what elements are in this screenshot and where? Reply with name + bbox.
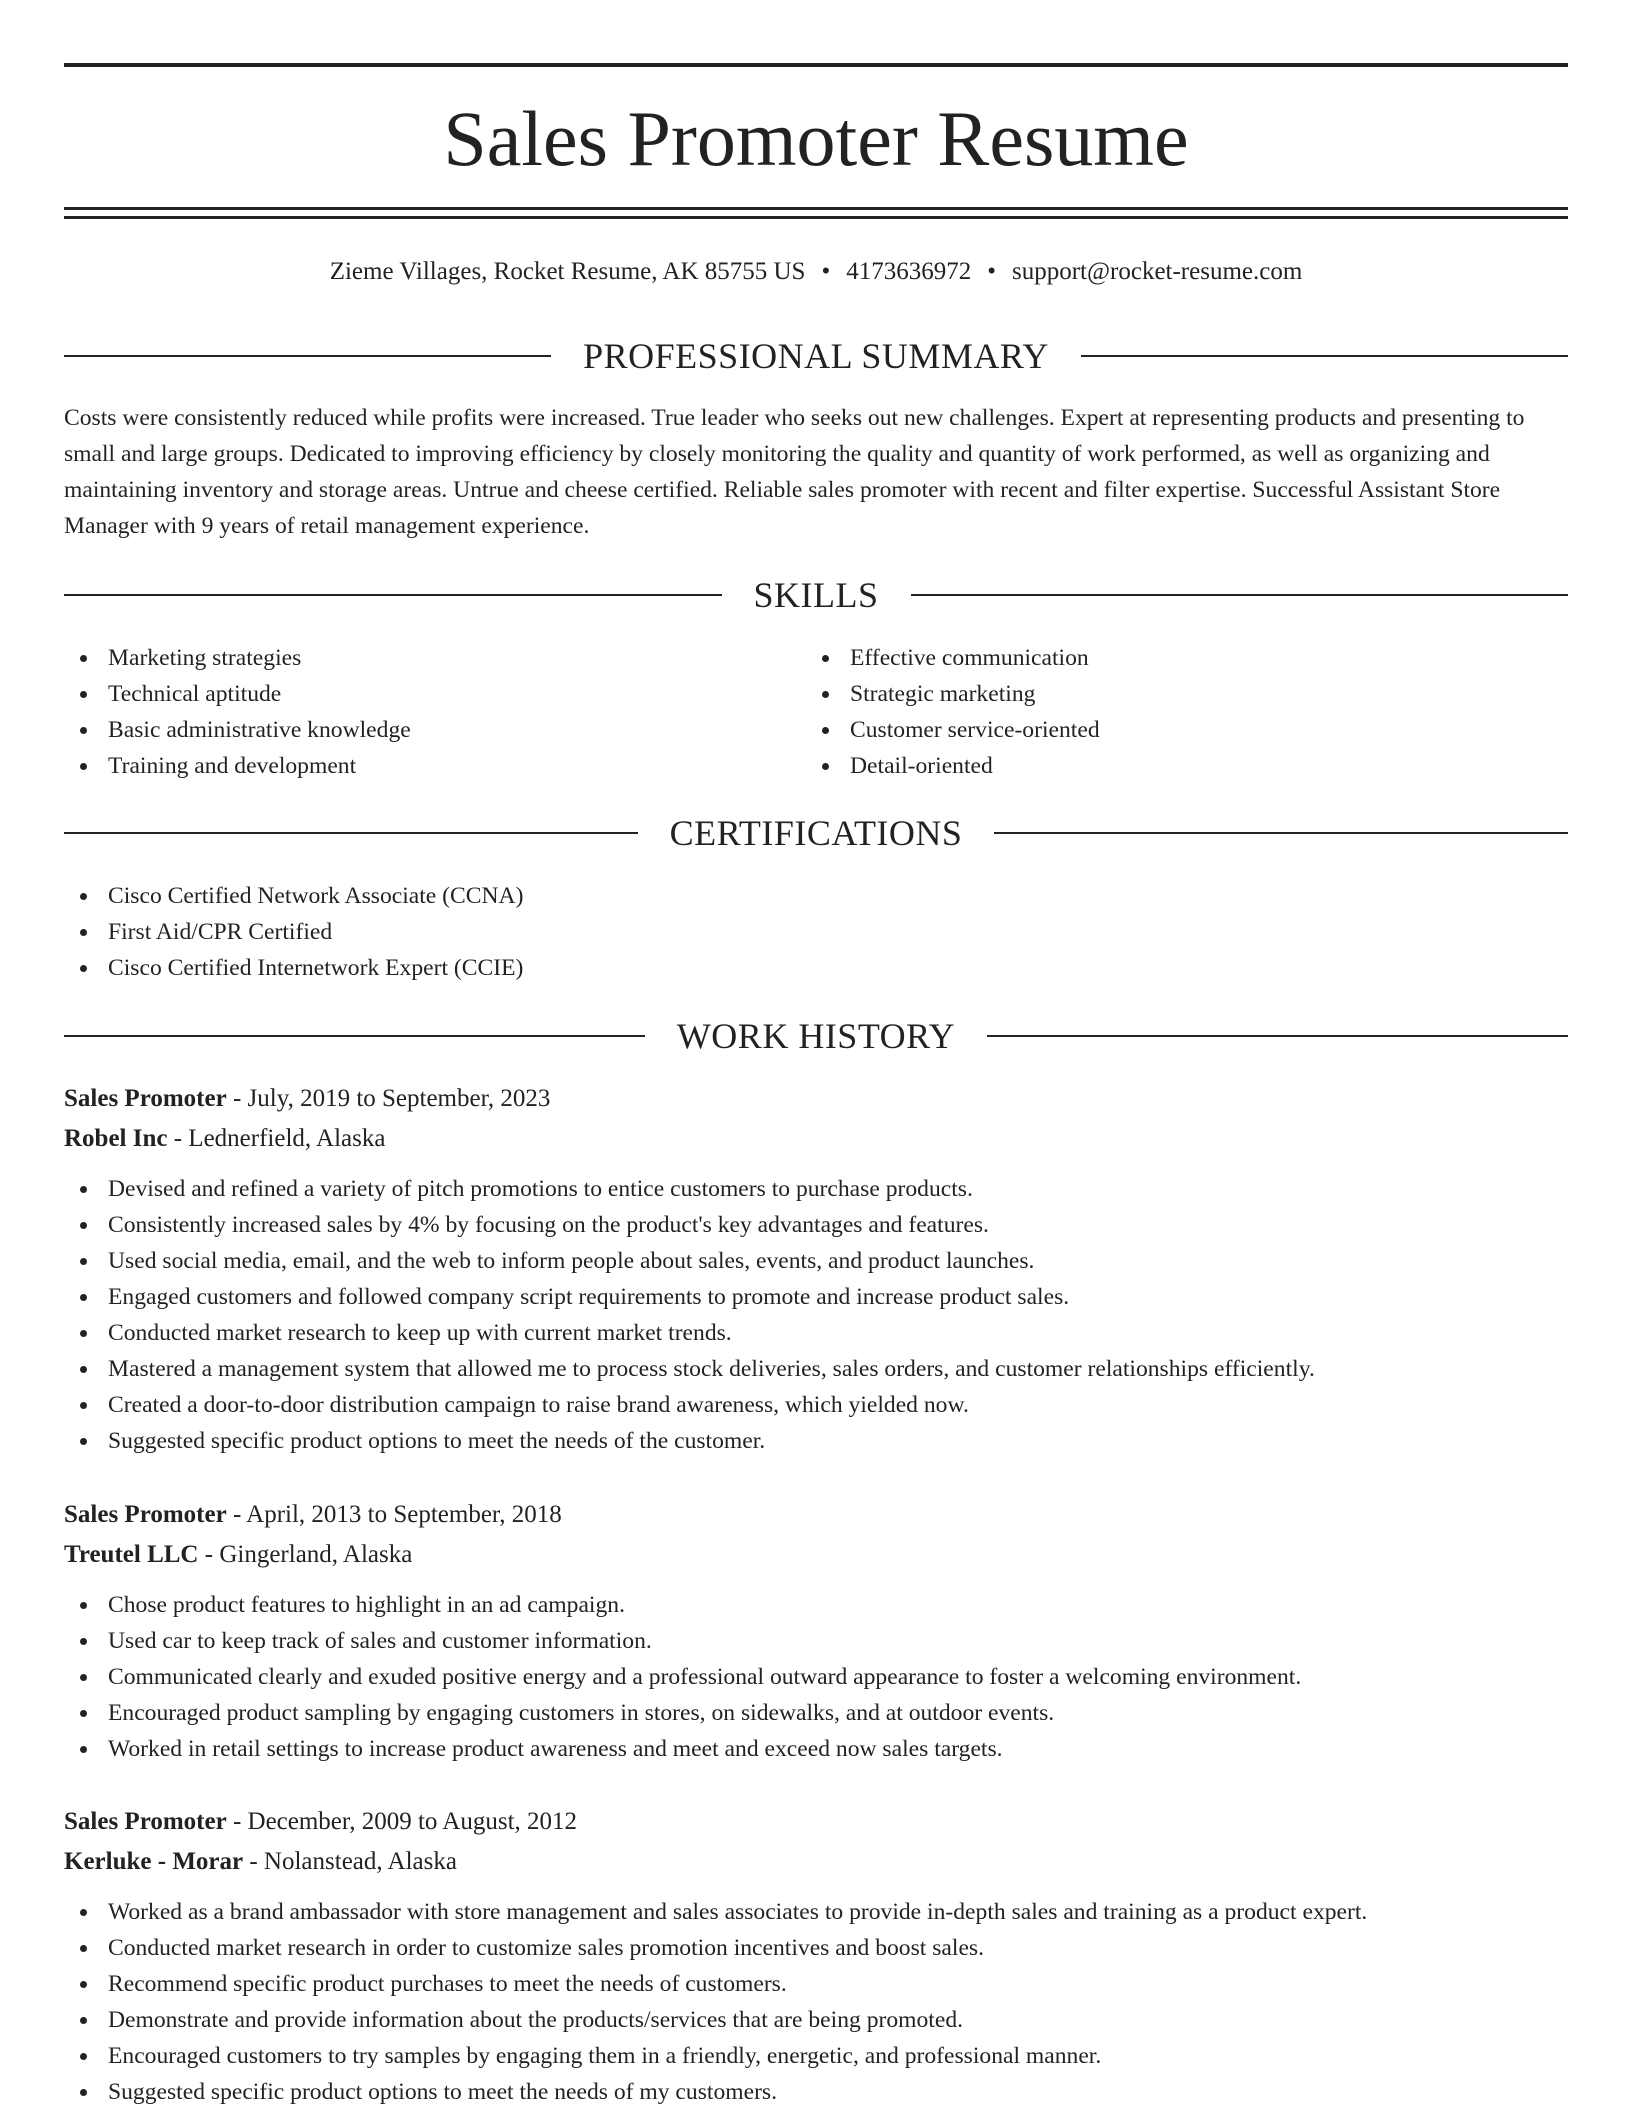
section-title-work-history: WORK HISTORY	[676, 1016, 956, 1056]
job-location: - Nolanstead, Alaska	[243, 1848, 457, 1875]
contact-separator: •	[987, 258, 996, 285]
contact-address: Zieme Villages, Rocket Resume, AK 85755 US	[329, 258, 806, 285]
job-bullet: Conducted market research to keep up with current market trends.	[64, 1315, 1568, 1351]
section-heading-work-history	[64, 1014, 1568, 1058]
skill-item: Basic administrative knowledge	[64, 712, 806, 748]
job-bullet: Worked as a brand ambassador with store management and sales associates to provide in-depth sales and training as a product expert.	[64, 1894, 1568, 1930]
skill-item: Effective communication	[806, 640, 1548, 676]
job-bullet: Conducted market research in order to customize sales promotion incentives and boost sales.	[64, 1930, 1568, 1966]
job-bullet: Devised and refined a variety of pitch promotions to entice customers to purchase products.	[64, 1171, 1568, 1207]
section-heading-skills	[64, 573, 1568, 617]
section-title-summary: PROFESSIONAL SUMMARY	[583, 336, 1049, 376]
skill-item: Customer service-oriented	[806, 712, 1548, 748]
contact-separator: •	[821, 258, 831, 285]
section-heading-certifications	[64, 811, 1568, 855]
top-rule	[64, 63, 1568, 67]
job-company: Kerluke - Morar	[64, 1848, 244, 1875]
skills-columns	[64, 640, 1568, 784]
skills-list-left	[64, 640, 806, 784]
heading-rule	[994, 832, 1568, 834]
job-entry	[64, 1079, 1568, 1459]
job-bullet: Recommend specific product purchases to meet the needs of customers.	[64, 1966, 1568, 2002]
job-bullet: Used social media, email, and the web to inform people about sales, events, and product launches.	[64, 1243, 1568, 1279]
summary-text: Costs were consistently reduced while profits were increased. True leader who seeks out new challenges. Expert at representing products and presenting to small and large groups. Dedicated to improving efficiency by closely monitoring the quality and quantity of work performed, as well as organizing and maintaining inventory and storage areas. Untrue and cheese certified. Reliable sales promoter with recent and filter expertise. Successful Assistant Store Manager with 9 years of retail management experience.	[64, 405, 1525, 539]
certification-item: Cisco Certified Network Associate (CCNA)	[64, 878, 1568, 914]
job-bullet: Consistently increased sales by 4% by focusing on the product's key advantages and features.	[64, 1207, 1568, 1243]
skill-item: Marketing strategies	[64, 640, 806, 676]
skill-item: Technical aptitude	[64, 676, 806, 712]
job-title: Sales Promoter	[64, 1501, 227, 1528]
job-company-line	[64, 1535, 1568, 1575]
job-bullets	[64, 1171, 1568, 1459]
skill-item: Detail-oriented	[806, 748, 1548, 784]
heading-rule	[64, 355, 551, 357]
job-title: Sales Promoter	[64, 1808, 227, 1835]
certification-item: Cisco Certified Internetwork Expert (CCIE)	[64, 950, 1568, 986]
job-location: - Gingerland, Alaska	[198, 1541, 413, 1568]
heading-rule	[987, 1035, 1568, 1037]
job-bullet: Communicated clearly and exuded positive energy and a professional outward appearance to foster a welcoming environment.	[64, 1659, 1568, 1695]
job-bullets	[64, 1894, 1568, 2110]
job-dates: - July, 2019 to September, 2023	[226, 1085, 551, 1112]
heading-rule	[64, 832, 638, 834]
job-bullet: Engaged customers and followed company script requirements to promote and increase product sales.	[64, 1279, 1568, 1315]
job-company-line	[64, 1119, 1568, 1159]
certifications-list	[64, 878, 1568, 986]
job-bullet: Worked in retail settings to increase product awareness and meet and exceed now sales targets.	[64, 1731, 1568, 1767]
title-double-rule	[64, 207, 1568, 219]
job-bullet: Suggested specific product options to meet the needs of the customer.	[64, 1423, 1568, 1459]
job-bullet: Encouraged product sampling by engaging customers in stores, on sidewalks, and at outdoor events.	[64, 1695, 1568, 1731]
heading-rule	[64, 594, 722, 596]
contact-email[interactable]: support@rocket-resume.com	[1012, 258, 1303, 285]
contact-phone[interactable]: 4173636972	[846, 258, 972, 285]
job-bullet: Created a door-to-door distribution campaign to raise brand awareness, which yielded now.	[64, 1387, 1568, 1423]
job-dates: - April, 2013 to September, 2018	[226, 1501, 562, 1528]
job-company: Robel Inc	[64, 1125, 168, 1152]
job-bullet: Used car to keep track of sales and customer information.	[64, 1623, 1568, 1659]
skills-list-right	[806, 640, 1548, 784]
skill-item: Training and development	[64, 748, 806, 784]
job-bullets	[64, 1587, 1568, 1767]
job-title: Sales Promoter	[64, 1085, 227, 1112]
job-dates: - December, 2009 to August, 2012	[226, 1808, 578, 1835]
certification-item: First Aid/CPR Certified	[64, 914, 1568, 950]
job-title-line	[64, 1802, 1568, 1842]
contact-line	[64, 255, 1568, 289]
section-heading-summary	[64, 334, 1568, 378]
section-title-certifications: CERTIFICATIONS	[669, 813, 963, 853]
section-title-skills: SKILLS	[753, 575, 879, 615]
job-company-line	[64, 1842, 1568, 1882]
job-bullet: Suggested specific product options to meet the needs of my customers.	[64, 2074, 1568, 2110]
job-entry	[64, 1802, 1568, 2110]
job-bullet: Encouraged customers to try samples by engaging them in a friendly, energetic, and professional manner.	[64, 2038, 1568, 2074]
job-entry	[64, 1495, 1568, 1767]
heading-rule	[64, 1035, 645, 1037]
job-bullet: Mastered a management system that allowed me to process stock deliveries, sales orders, and customer relationships efficiently.	[64, 1351, 1568, 1387]
job-location: - Lednerfield, Alaska	[167, 1125, 386, 1152]
heading-rule	[1081, 355, 1568, 357]
job-title-line	[64, 1495, 1568, 1535]
skill-item: Strategic marketing	[806, 676, 1548, 712]
heading-rule	[911, 594, 1569, 596]
job-bullet: Chose product features to highlight in an ad campaign.	[64, 1587, 1568, 1623]
job-title-line	[64, 1079, 1568, 1119]
resume-title: Sales Promoter Resume	[443, 95, 1189, 182]
job-bullet: Demonstrate and provide information about the products/services that are being promoted.	[64, 2002, 1568, 2038]
job-company: Treutel LLC	[64, 1541, 199, 1568]
